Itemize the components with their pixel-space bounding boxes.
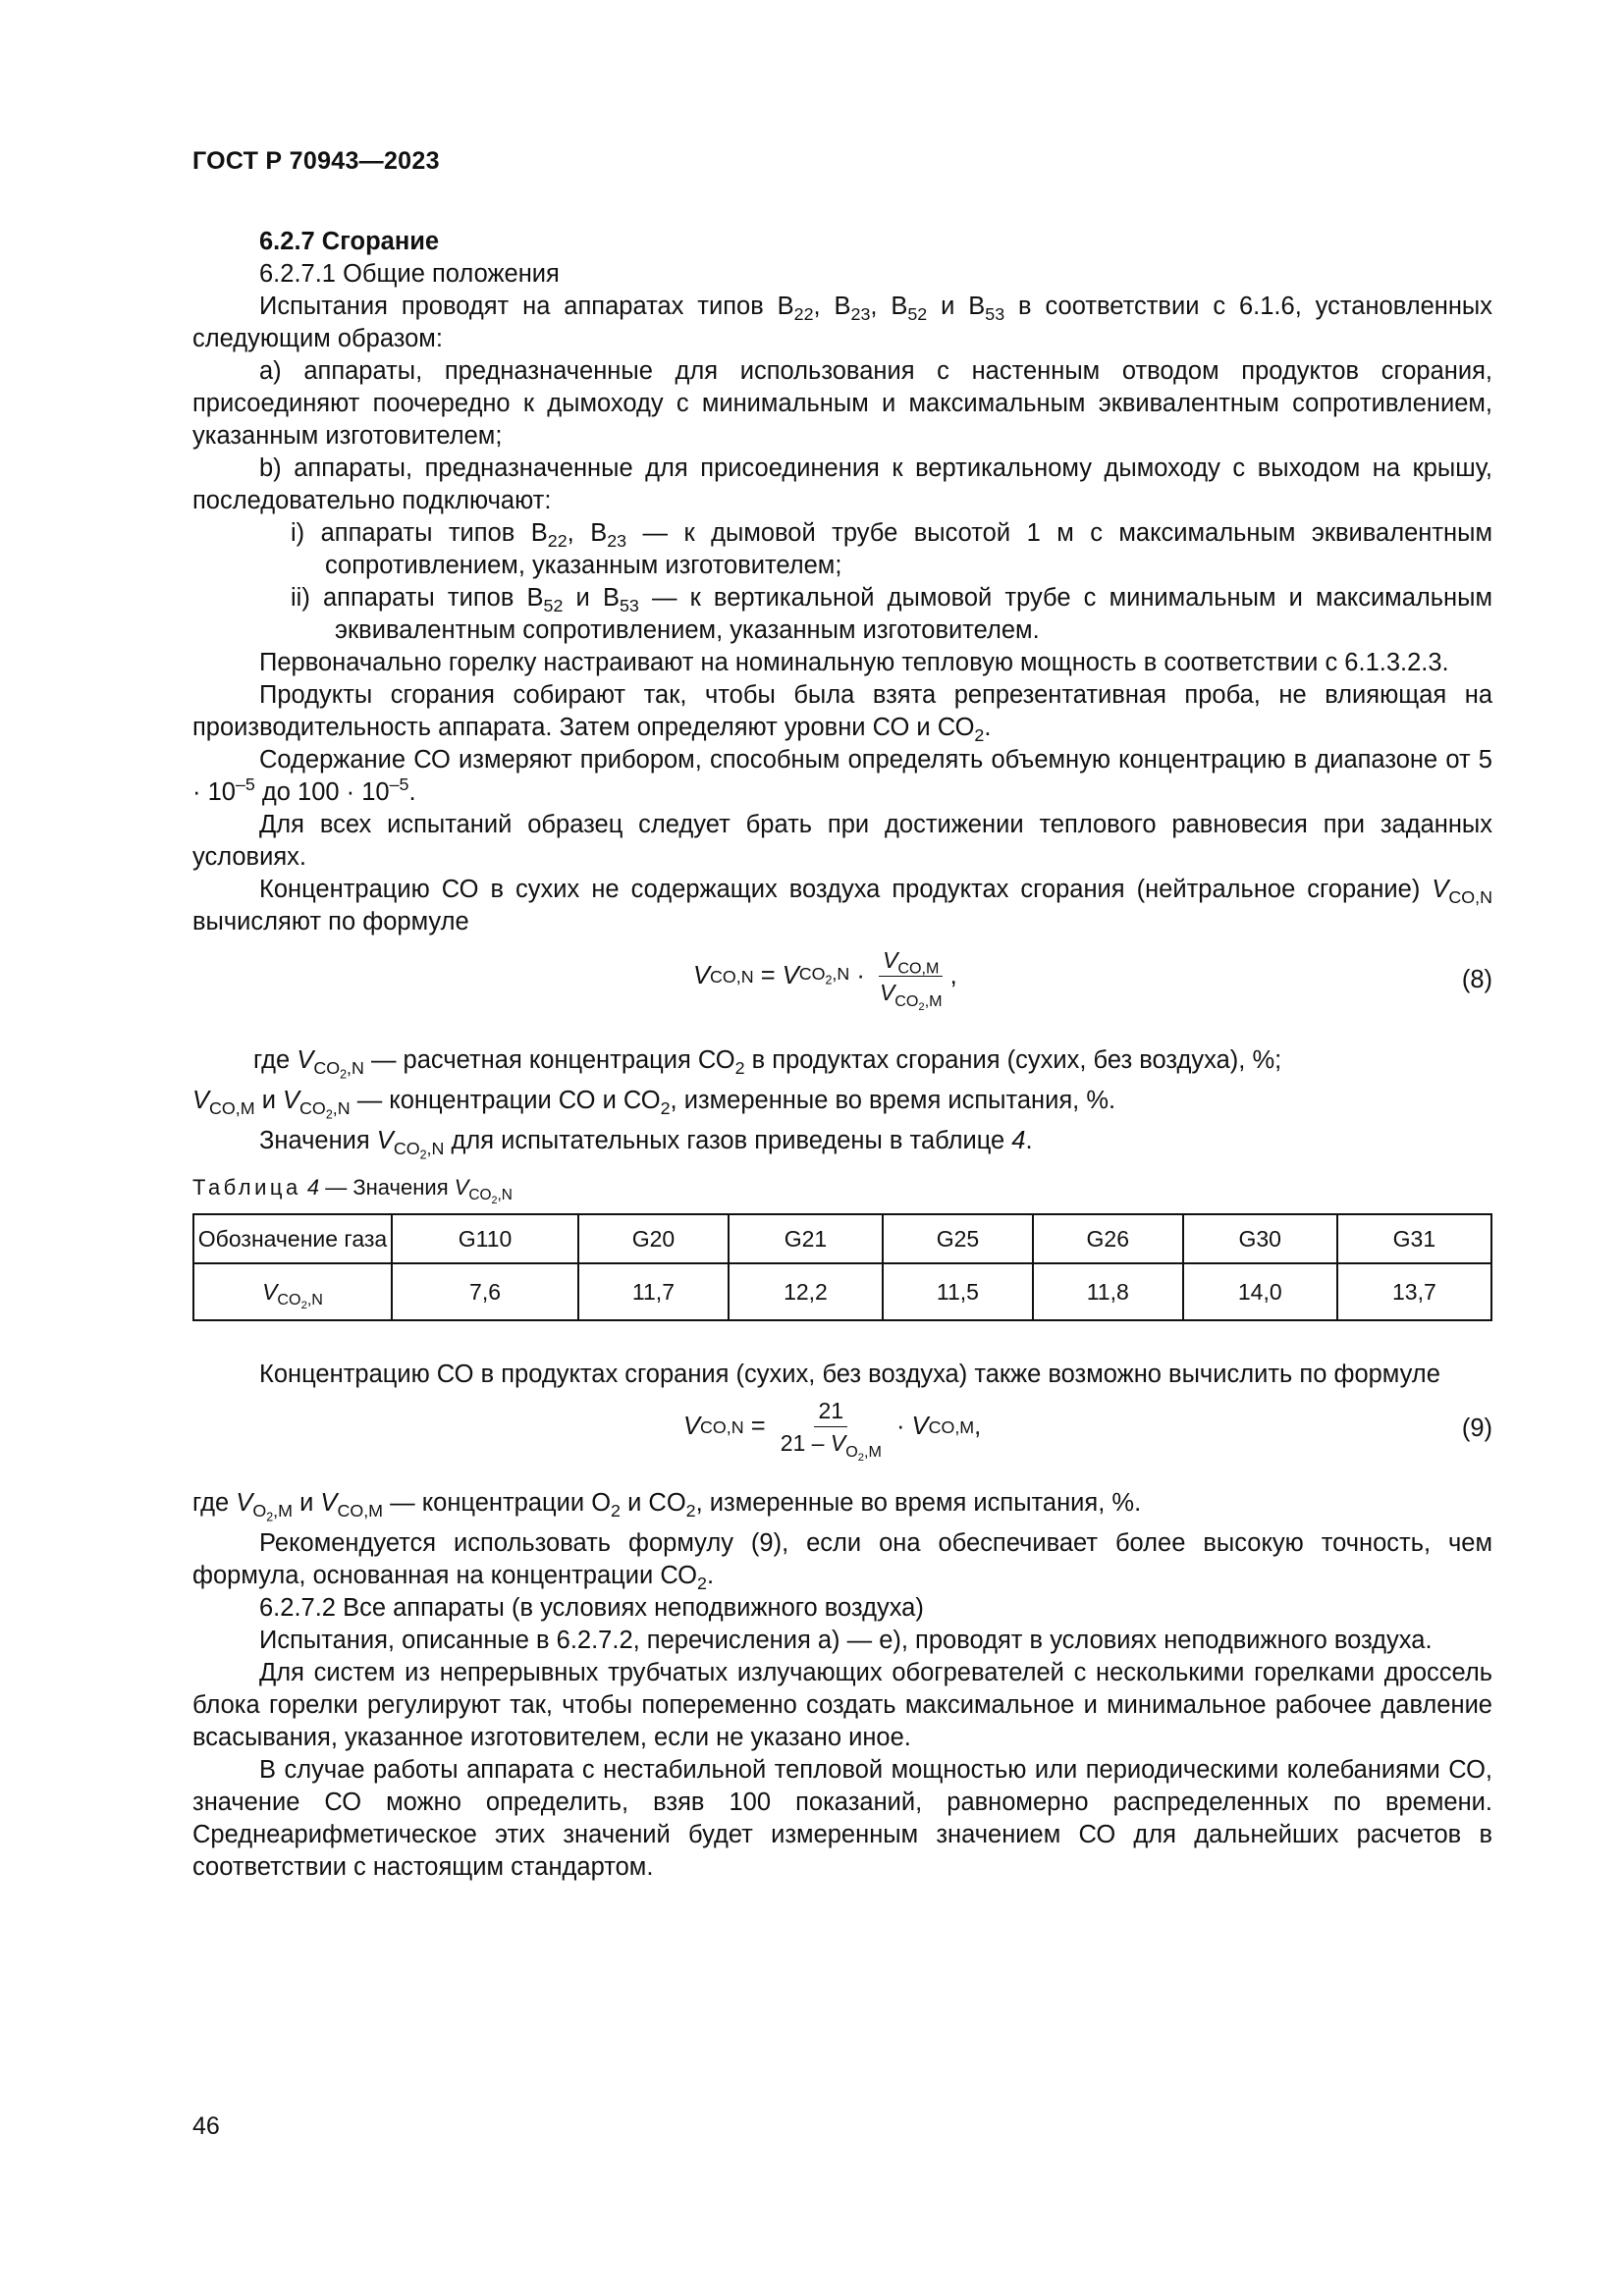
table-cell: G31 bbox=[1337, 1214, 1491, 1263]
section-heading: 6.2.7 Сгорание bbox=[259, 228, 440, 255]
paragraph: Значения $V_{CO_2,N}$ для испытательных газов приведены в таблице 4. bbox=[259, 1127, 1033, 1162]
where-line-3: где $V_{O_2,M}$ и $V_{CO,M}$ — концентрации $O_2$ и $CO_2$, измеренные во время испытания, %. bbox=[192, 1489, 1142, 1524]
table-header-cell: Обозначение газа bbox=[193, 1214, 392, 1263]
subsection-title: 6.2.7.1 Общие положения bbox=[259, 260, 560, 288]
table-cell: 13,7 bbox=[1337, 1263, 1491, 1320]
formula-number: (8) bbox=[1461, 966, 1492, 993]
table-cell: 12,2 bbox=[729, 1263, 883, 1320]
paragraph: Для всех испытаний образец следует брать при достижении теплового равновесия при заданных условиях. bbox=[192, 811, 1492, 871]
table-cell: G20 bbox=[578, 1214, 729, 1263]
subsection-title: 6.2.7.2 Все аппараты (в условиях неподвижного воздуха) bbox=[259, 1594, 924, 1622]
table-cell: 14,0 bbox=[1183, 1263, 1337, 1320]
list-item-i: i) аппараты типов $В_{22}$, $В_{23}$ — к дымовой трубе высотой 1 м с максимальным эквивалентным сопротивлением, указанным изготовителем; bbox=[291, 519, 1492, 579]
paragraph: Испытания, описанные в 6.2.7.2, перечисления а) — е), проводят в условиях неподвижного воздуха. bbox=[259, 1627, 1433, 1654]
table-cell: G110 bbox=[392, 1214, 578, 1263]
table-cell: G30 bbox=[1183, 1214, 1337, 1263]
table-row bbox=[193, 1214, 1491, 1263]
paragraph: Концентрацию СО в сухих не содержащих воздуха продуктах сгорания (нейтральное сгорание) $V_{CO,N}$ вычисляют по формуле bbox=[192, 876, 1492, 935]
list-item-ii: ii) аппараты типов $В_{52}$ и $В_{53}$ — к вертикальной дымовой трубе с минимальным и максимальным эквивалентным сопротивлением, указанным изготовителем. bbox=[291, 584, 1493, 644]
formula-8: V CO,N = V $CO_2,N$ · $\frac{V_{CO,M}}{V_{CO_2,M}}$ , (8) bbox=[693, 947, 1492, 1013]
gas-table bbox=[192, 1213, 1492, 1321]
paragraph: Содержание СО измеряют прибором, способным определять объемную концентрацию в диапазоне от $5 \cdot 10^{-5}$ до $100 \cdot 10^{-5}$. bbox=[192, 746, 1492, 806]
paragraph: Для систем из непрерывных трубчатых излучающих обогревателей с несколькими горелками дроссель блока горелки регулируют так, чтобы попеременно создать максимальное и минимальное рабочее давление всасывания, указанное изготовителем, если не указано иное. bbox=[192, 1659, 1492, 1751]
where-line-1: где $V_{CO_2,N}$ — расчетная концентрация $СО_2$ в продуктах сгорания (сухих, без воздуха), %; bbox=[253, 1046, 1282, 1082]
table-cell: G26 bbox=[1033, 1214, 1183, 1263]
table-cell: 11,8 bbox=[1033, 1263, 1183, 1320]
document-header: ГОСТ Р 70943—2023 bbox=[192, 147, 440, 175]
fraction: $\frac{21}{21 - V_{O_2,M}}$ bbox=[780, 1398, 882, 1464]
paragraph: Первоначально горелку настраивают на номинальную тепловую мощность в соответствии с 6.1.3.2.3. bbox=[259, 649, 1449, 676]
fraction: $\frac{V_{CO,M}}{V_{CO_2,M}}$ bbox=[879, 947, 943, 1013]
table-header-cell: $V_{CO_2,N}$ bbox=[193, 1263, 392, 1320]
page-number: 46 bbox=[192, 2112, 220, 2140]
list-item-a: a) аппараты, предназначенные для использования с настенным отводом продуктов сгорания, присоединяют поочередно к дымоходу с минимальным и максимальным эквивалентным сопротивлением, указанным изготовителем; bbox=[192, 357, 1492, 450]
document-body bbox=[192, 226, 1492, 1884]
where-line-2: $V_{CO,M}$ и $V_{CO_2,N}$ — концентрации СО и $СО_2$, измеренные во время испытания, %. bbox=[192, 1087, 1116, 1122]
table-cell: 11,7 bbox=[578, 1263, 729, 1320]
paragraph: Продукты сгорания собирают так, чтобы была взята репрезентативная проба, не влияющая на производительность аппарата. Затем определяют уровни СО и $СО_2$. bbox=[192, 681, 1492, 746]
formula-9: V CO,N = $\frac{21}{21 - V_{O_2,M}}$ · V CO,M , (9) bbox=[683, 1398, 1492, 1464]
list-item-b: b) аппараты, предназначенные для присоединения к вертикальному дымоходу с выходом на крышу, последовательно подключают: bbox=[192, 454, 1492, 514]
table-caption: Таблица 4 — Значения $V_{CO_2,N}$ bbox=[192, 1175, 513, 1207]
table-cell: 11,5 bbox=[883, 1263, 1033, 1320]
paragraph: Рекомендуется использовать формулу (9), если она обеспечивает более высокую точность, чем формула, основанная на концентрации $СО_2$. bbox=[192, 1529, 1492, 1594]
table-cell: G21 bbox=[729, 1214, 883, 1263]
formula-number: (9) bbox=[1461, 1415, 1492, 1442]
paragraph: В случае работы аппарата с нестабильной тепловой мощностью или периодическими колебаниями СО, значение СО можно определить, взяв 100 показаний, равномерно распределенных по времени. Среднеарифметическое этих значений будет измеренным значением СО для дальнейших расчетов в соответствии с настоящим стандартом. bbox=[192, 1756, 1492, 1881]
paragraph: Концентрацию СО в продуктах сгорания (сухих, без воздуха) также возможно вычислить по формуле bbox=[259, 1361, 1440, 1388]
table-cell: 7,6 bbox=[392, 1263, 578, 1320]
table-cell: G25 bbox=[883, 1214, 1033, 1263]
paragraph: Испытания проводят на аппаратах типов $В_{22}$, $В_{23}$, $В_{52}$ и $В_{53}$ в соответствии с 6.1.6, установленных следующим образом: bbox=[192, 293, 1492, 352]
table-row bbox=[193, 1263, 1491, 1320]
